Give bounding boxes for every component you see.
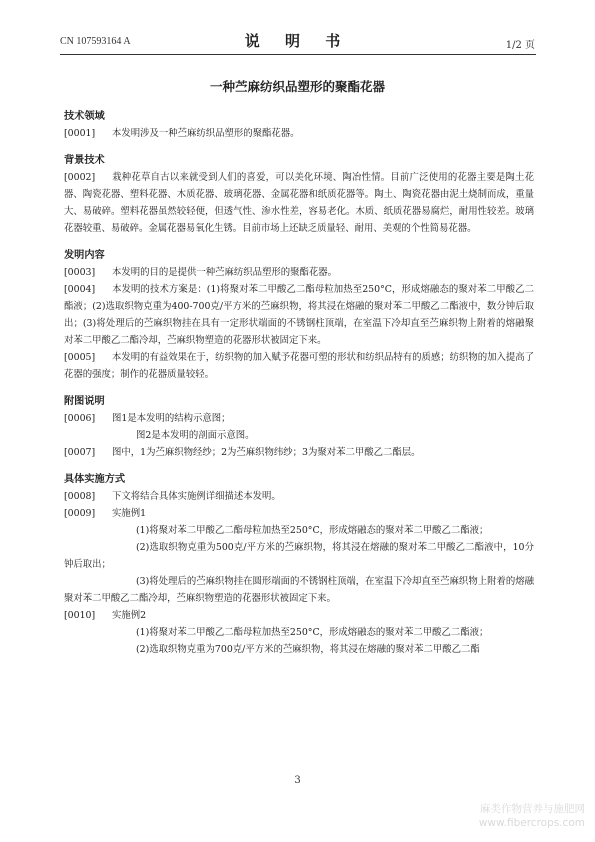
paragraph <box>64 264 534 281</box>
paragraph-text: (1)将聚对苯二甲酸乙二酯母粒加热至250°C，形成熔融态的聚对苯二甲酸乙二酯液； <box>136 525 489 536</box>
paragraph-number: [0008] <box>64 491 96 502</box>
section-heading: 背景技术 <box>64 155 105 166</box>
header-divider <box>60 54 536 55</box>
paragraph-text: (1)将聚对苯二甲酸乙二酯母粒加热至250°C，形成熔融态的聚对苯二甲酸乙二酯液； <box>136 627 489 638</box>
section-heading: 具体实施方式 <box>64 474 126 485</box>
patent-number: CN 107593164 A <box>60 36 131 47</box>
paragraph-number: [0009] <box>64 508 96 519</box>
paragraph-text: 本发明的目的是提供一种苎麻纺织品塑形的聚酯花器。 <box>112 267 338 278</box>
paragraph-text: (3)将处理后的苎麻织物挂在圆形端面的不锈钢柱顶端，在室温下冷却直至苎麻织物上附着的熔融聚对苯二甲酸乙二酯冷却，苎麻织物塑造的花器形状被固定下来。 <box>64 576 534 604</box>
paragraph <box>64 624 534 641</box>
paragraph <box>64 539 534 573</box>
paragraph <box>64 505 534 522</box>
paragraph-number: [0005] <box>64 352 96 363</box>
paragraph-number: [0001] <box>64 128 96 139</box>
paragraph-text: 图1是本发明的结构示意图； <box>112 413 231 424</box>
watermark <box>479 802 585 830</box>
section-heading: 附图说明 <box>64 396 105 407</box>
page-number: 3 <box>294 775 301 786</box>
watermark-line2: www.fibercrops.com <box>478 817 585 829</box>
paragraph-text: 实施例2 <box>112 610 147 621</box>
page-indicator: 1/2 页 <box>505 40 535 51</box>
paragraph <box>64 573 534 607</box>
paragraph-text: 本发明涉及一种苎麻纺织品塑形的聚酯花器。 <box>112 128 300 139</box>
paragraph-text: 下文将结合具体实施例详细描述本发明。 <box>112 491 281 502</box>
paragraph <box>64 410 534 427</box>
paragraph-text: (2)选取织物克重为500克/平方米的苎麻织物，将其浸在熔融的聚对苯二甲酸乙二酯液中，10分钟后取出； <box>64 542 534 570</box>
paragraph <box>64 522 534 539</box>
paragraph <box>64 125 534 142</box>
paragraph <box>64 641 534 658</box>
section-heading: 技术领域 <box>64 111 105 122</box>
paragraph-text: 栽种花草自古以来就受到人们的喜爱，可以美化环境、陶冶性情。目前广泛使用的花器主要是陶土花器、陶瓷花器、塑料花器、木质花器、玻璃花器、金属花器和纸质花器等。陶土、陶瓷花器由泥土烧制而成，重量大、易破碎。塑料花器虽然较轻便，但透气性、渗水性差，容易老化。木质、纸质花器易腐烂，耐用性较差。玻璃花器较重、易破碎。金属花器易氧化生锈。目前市场上还缺乏质量轻、耐用、美观的个性简易花器。 <box>64 172 534 234</box>
paragraph-text: 实施例1 <box>112 508 147 519</box>
paragraph-text: 本发明的技术方案是：(1)将聚对苯二甲酸乙二酯母粒加热至250°C，形成熔融态的聚对苯二甲酸乙二酯液；(2)选取织物克重为400-700克/平方米的苎麻织物，将其浸在熔融的聚对苯二甲酸乙二酯液中，数分钟后取出；(3)将处理后的苎麻织物挂在具有一定形状端面的不锈钢柱顶端，在室温下冷却直至苎麻织物上附着的熔融聚对苯二甲酸乙二酯冷却，苎麻织物塑造的花器形状被固定下来。 <box>64 284 534 346</box>
document-title: 一种苎麻纺织品塑形的聚酯花器 <box>209 79 385 94</box>
document-body <box>64 108 534 658</box>
paragraph-text: 本发明的有益效果在于，纺织物的加入赋予花器可塑的形状和纺织品特有的质感；纺织物的加入提高了花器的强度；制作的花器质量较轻。 <box>64 352 534 380</box>
document-type-heading: 说 明 书 <box>244 32 351 50</box>
paragraph-number: [0010] <box>64 610 96 621</box>
paragraph <box>64 607 534 624</box>
paragraph-number: [0003] <box>64 267 96 278</box>
paragraph-number: [0002] <box>64 172 96 183</box>
paragraph <box>64 349 534 383</box>
paragraph-number: [0006] <box>64 413 96 424</box>
paragraph <box>64 488 534 505</box>
paragraph <box>64 169 534 237</box>
section-heading: 发明内容 <box>64 250 105 261</box>
watermark-line1: 麻类作物营养与施肥网 <box>480 803 585 815</box>
paragraph-number: [0007] <box>64 447 96 458</box>
paragraph-text: (2)选取织物克重为700克/平方米的苎麻织物，将其浸在熔融的聚对苯二甲酸乙二酯 <box>136 644 480 655</box>
paragraph <box>64 427 534 444</box>
paragraph-text: 图2是本发明的剖面示意图。 <box>136 430 255 441</box>
paragraph <box>64 444 534 461</box>
paragraph <box>64 281 534 349</box>
paragraph-text: 图中，1为苎麻织物经纱；2为苎麻织物纬纱；3为聚对苯二甲酸乙二酯层。 <box>112 447 421 458</box>
paragraph-number: [0004] <box>64 284 96 295</box>
